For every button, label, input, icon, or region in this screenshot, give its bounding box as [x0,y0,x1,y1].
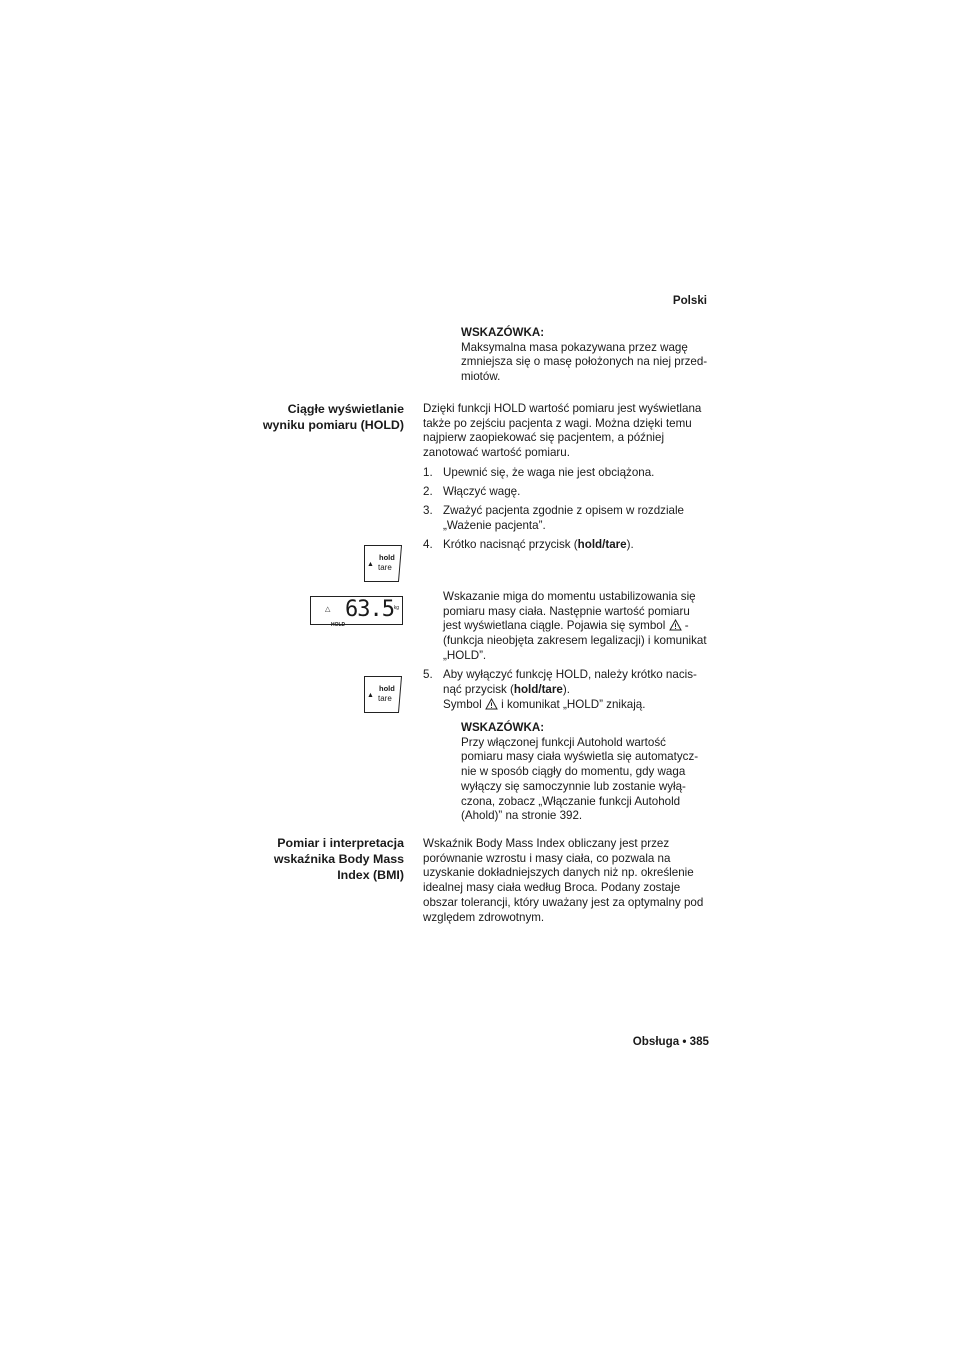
intro-line: także po zejściu pacjenta z wagi. Można dzięki temu [423,416,692,430]
heading-line: Index (BMI) [337,868,404,882]
intro-line: najpierw zaopiekować się pacjentem, a później [423,431,665,445]
blink-text: jest wyświetlana ciągle. Pojawia się symbol [443,619,666,633]
note-2-line: Przy włączonej funkcji Autohold wartość [461,735,666,749]
note-1-title: WSKAZÓWKA: [461,326,545,339]
step-line: „Ważenie pacjenta”. [443,518,546,532]
section-heading-bmi [204,835,404,883]
button-label-hold: hold [379,684,395,693]
heading-line: Pomiar i interpretacja [277,836,404,850]
intro-line: idealnej masy ciała według Broca. Podany zostaje [423,881,681,895]
arrow-up-icon: ▲ [367,692,374,699]
step-button-name: hold/tare [577,538,627,551]
step-text-pre: Symbol [443,698,482,712]
section-heading-hold [204,401,404,433]
step-line: Aby wyłączyć funkcję HOLD, należy krótko nacis- [443,668,697,681]
intro-line: Dzięki funkcji HOLD wartość pomiaru jest wyświetlana [423,402,702,415]
step-text [443,538,713,553]
note-1 [461,326,721,385]
step-number: 5. [423,668,433,681]
step-line: Zważyć pacjenta zgodnie z opisem w rozdziale [443,504,685,517]
display-value: 63.5 [345,597,394,622]
blink-line: Wskazanie miga do momentu ustabilizowania się [443,590,696,603]
blink-dash: - [684,619,689,633]
note-1-line: miotów. [461,370,501,384]
note-2-title: WSKAZÓWKA: [461,721,545,734]
hold-intro [423,402,713,461]
step-text-pre: nąć przycisk ( [443,682,514,696]
scale-display-illustration [310,596,403,628]
step-number: 1. [423,466,433,479]
blink-line: pomiaru masy ciała. Następnie wartość pomiaru [443,604,690,618]
bmi-intro [423,837,713,925]
heading-line: wskaźnika Body Mass [273,852,404,866]
step-line [443,698,713,713]
note-1-line: Maksymalna masa pokazywana przez wagę [461,340,688,354]
intro-line: porównanie wzrostu i masy ciała, co pozwala na [423,851,671,865]
warning-triangle-icon: △ [325,606,331,613]
step-number: 4. [423,538,433,551]
hold-tare-button-illustration [364,545,402,582]
warning-triangle-icon [669,619,682,631]
display-hold-label: HOLD [331,622,346,628]
note-2 [461,721,721,824]
note-2-line: pomiaru masy ciała wyświetla się automatycz- [461,750,699,764]
button-label-hold: hold [379,553,395,562]
warning-triangle-icon [485,698,498,710]
blink-line: „HOLD”. [443,648,487,662]
page-footer: Obsługa • 385 [632,1035,709,1048]
note-2-line: czona, zobacz „Włączanie funkcji Autohold [461,794,681,808]
step-line [443,683,713,698]
step-text: Upewnić się, że waga nie jest obciążona. [443,466,655,479]
note-2-line: nie w sposób ciągły do momentu, gdy waga [461,765,686,779]
intro-line: obszar tolerancji, który uważany jest za optymalny pod [423,895,704,909]
heading-line: wyniku pomiaru (HOLD) [262,418,404,432]
arrow-up-icon: ▲ [367,561,374,568]
step-text [443,668,713,713]
note-2-line: wyłączy się samoczynnie lub zostanie wyłą- [461,779,686,793]
button-label-tare: tare [378,563,392,572]
blink-line [443,619,718,634]
note-1-line: zmniejsza się o masę położonych na niej przed- [461,355,708,369]
step-text-post: i komunikat „HOLD” znikają. [501,698,646,712]
step-text-pre: Krótko nacisnąć przycisk ( [443,538,578,551]
step-number: 3. [423,504,433,517]
step-button-name: hold/tare [513,682,563,696]
step-number: 2. [423,485,433,498]
button-label-tare: tare [378,694,392,703]
step-text: Włączyć wagę. [443,485,521,498]
display-unit: kg [393,605,399,611]
blink-line: (funkcja nieobjęta zakresem legalizacji) i komunikat [443,634,707,648]
step-text-post: ). [562,682,570,696]
blink-paragraph [443,590,718,664]
step-text [443,504,713,533]
language-label: Polski [672,294,707,307]
intro-line: względem zdrowotnym. [423,910,545,924]
intro-line: uzyskanie dokładniejszych danych niż np. określenie [423,866,694,880]
hold-tare-button-illustration [364,676,402,713]
intro-line: Wskaźnik Body Mass Index obliczany jest przez [423,837,670,850]
note-2-line: (Ahold)” na stronie 392. [461,809,583,823]
heading-line: Ciągłe wyświetlanie [287,402,404,416]
step-text-post: ). [626,538,634,551]
intro-line: zanotować wartość pomiaru. [423,446,570,460]
